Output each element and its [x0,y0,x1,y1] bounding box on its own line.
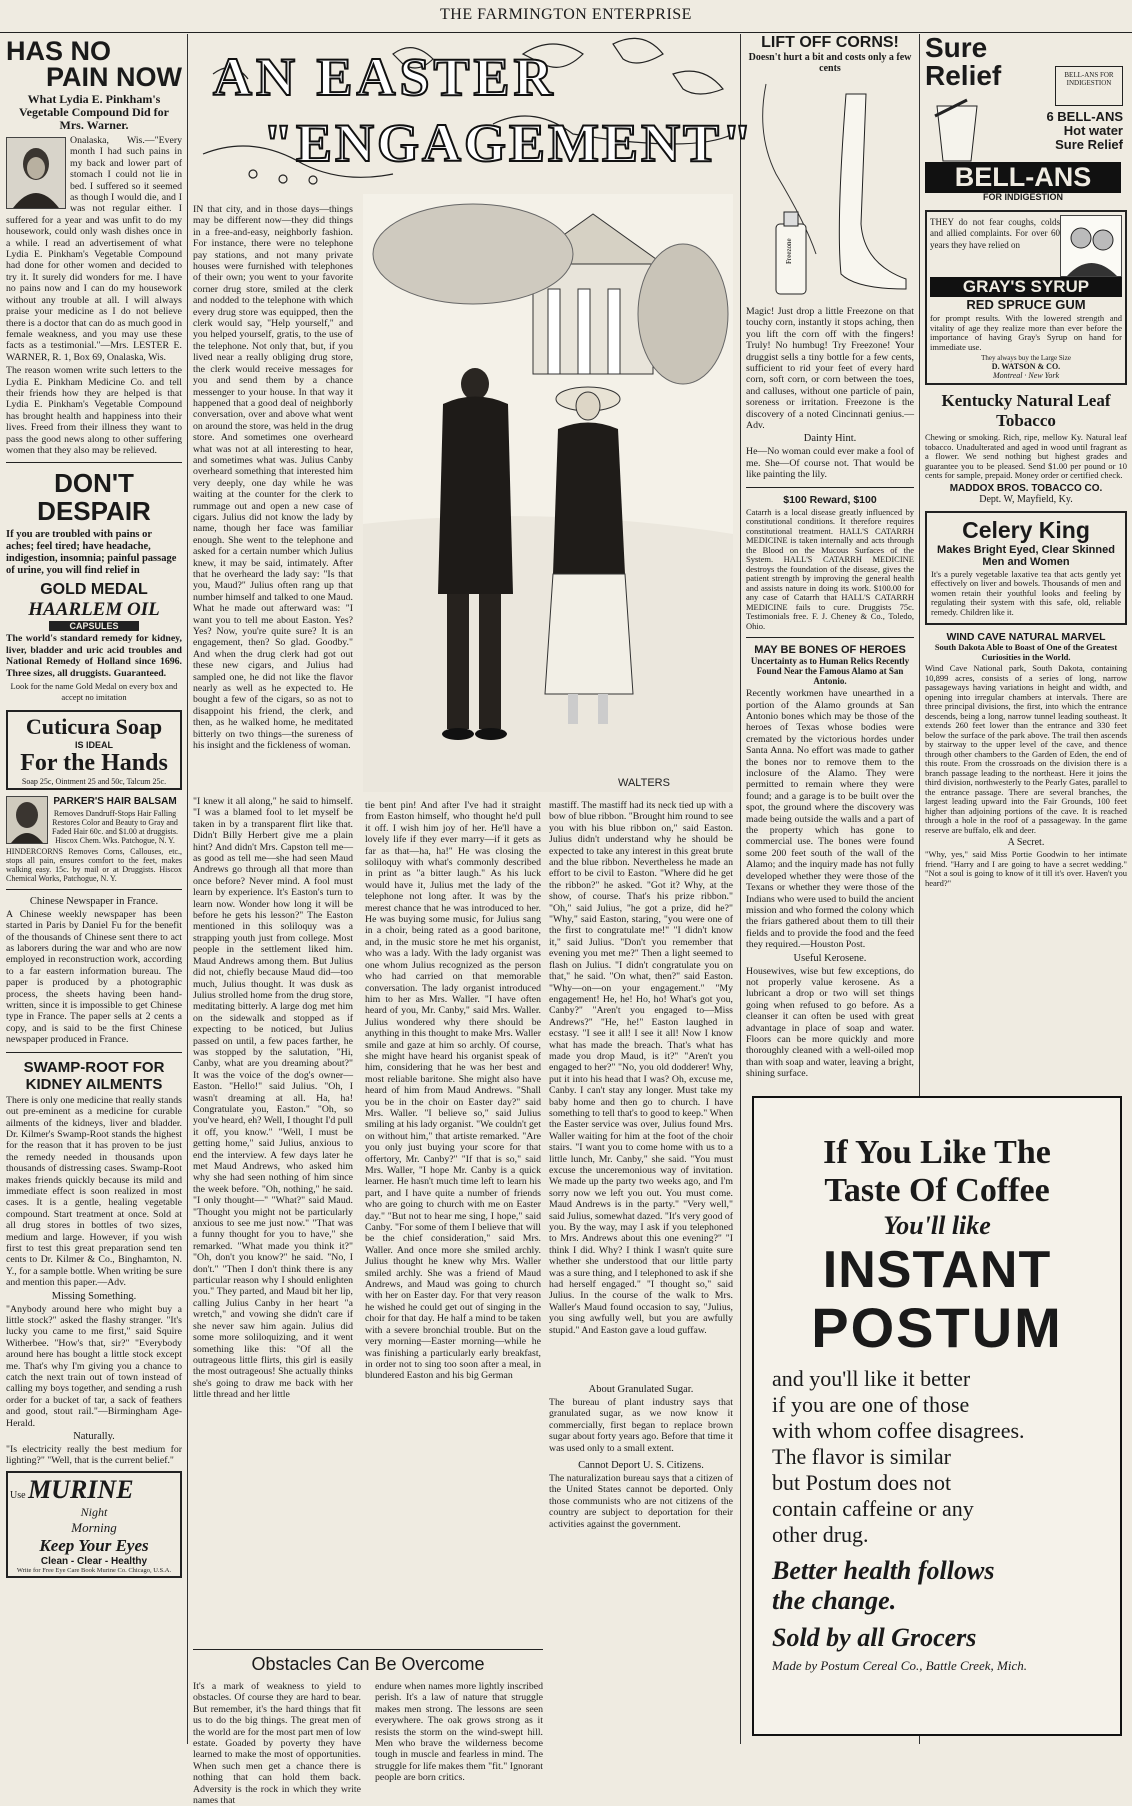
kerosene-article [746,953,914,1080]
postum-body-2: if you are one of those [772,1392,970,1417]
heroes-article [746,644,914,950]
bellans-package: BELL-ANS FOR INDIGESTION [1055,66,1123,106]
murine-line-3: Keep Your Eyes [39,1535,149,1555]
swamp-body: There is only one medicine that really stands out pre-eminent as a medicine for curable ailments of the kidneys, liver and bladder. Dr. Kilmer's Swamp-Root stands the highest for the reason that it has proven to be just the remedy needed in thousands upon thousands of distressing cases. Swamp-Root makes friends quickly because its mild and immediate effect is soon realized in most cases. It is a gentle, healing vegetable compound. Start treatment at once. Sold at all drug stores in bottles of two sizes, medium and large. However, if you wish first to test this great preparation send ten cents to Dr. Kilmer & Co., Binghamton, N. Y., for a sample bottle. When writing be sure and mention this paper.—Adv. [6,1094,182,1289]
woman-portrait [6,137,66,209]
granulated-title: About Granulated Sugar. [588,1384,694,1395]
swamp-root-ad [6,1059,182,1289]
granulated-body: The bureau of plant industry says that granulated sugar, as we now know it commercially, first began to replace brown sugar about forty years ago. Before that time it was used only to a small extent. [549,1397,733,1454]
story-text-d [549,800,733,1380]
murine-brand: MURINE [28,1474,134,1504]
obstacles-article [193,1649,543,1806]
heroes-title: MAY BE BONES OF HEROES [754,644,906,657]
pinkham-subhead: What Lydia E. Pinkham's Vegetable Compound Did for Mrs. Warner. [19,92,169,132]
grays-ad [925,210,1127,385]
obstacles-title: Obstacles Can Be Overcome [251,1654,485,1674]
bellans-line-1: 6 BELL-ANS [1046,109,1123,124]
naturally-body: "Is electricity really the best medium for lighting?" "Well, that is the current belief." [6,1444,182,1467]
murine-line-2: Morning [71,1519,117,1535]
postum-body-6: contain caffeine or any [772,1496,974,1521]
postum-body-4: The flavor is similar [772,1444,952,1469]
citizens-title: Cannot Deport U. S. Citizens. [578,1460,704,1472]
postum-body-7: other drug. [772,1522,869,1547]
wind-cave-article [925,631,1127,835]
haarlem-note: Look for the name Gold Medal on every box and accept no imitation [10,681,178,703]
elderly-couple-illustration [1060,215,1122,277]
grays-maker: D. WATSON & CO. [991,362,1061,371]
reward-title: $100 Reward, $100 [783,493,877,506]
postum-sold: Sold by all Grocers [772,1623,977,1652]
capsules-label: CAPSULES [49,621,139,631]
story-col-d: mastiff. The mastiff had its neck tied up with a bow of blue ribbon. "Brought him round to see you with his blue ribbon on," said Easton. Julius didn't understand why he should be expected to take any interest in this great brute and the blue ribbon. Nevertheless he made an effort to be civil to Easton. "Where did he get the ribbon?" he asked. "Got it? Why, at the show, of course. That's his prize ribbon." "Oh," said Julius, "he got a prize, did he?" "Why," said Easton, staring, "you were one of the first to congratulate me!" "I didn't know it," said Julius. "Don't you remember that evening you met me?" Then a light seemed to flash on Julius. "I didn't congratulate you on that," he said. "On what, then?" said Easton. "Why—on—on your engagement." "My engagement! He, he! Ho, ho! What's got you, Canby?" "Aren't you engaged to—Miss Andrews?" "He, he!" Easton laughed in ecstasy. "I see it all! I see it all! Now I know what has made the breach. That's what has made you drop Maud, is it?" "Aren't you engaged to her?" "No, you old dodderer! Why, put it into his head that I was? Oh, excuse me, Canby. I can't stay any longer. Must take my baby home and then go to church. I have something to tell that's to good to keep." When the Easter service was over, Julius found Mrs. Waller waiting for him at the foot of the choir stairs. "I want you to come home with us to a little lunch, Mr. Canby," she said. "You must excuse the unceremonious way of invitation. We made up the party two weeks ago, and I'm sorry now we left you out. You must come. Maud Andrews is in the party." "Very well," said Julius, somewhat dazed. "It's very good of you. By the way, may I ask if you telephoned to Mrs. Andrews about this one evening?" "I think I did. Why? I think I wasn't quite sure whether she understood that our little party was a sure thing, and I telephoned to ask if she had herself engaged." "I thought so," said Julius. In the course of the walk to Mrs. Waller's Maud found occasion to say, "Julius, you sing awfully well, but you are awfully stupid." And Easton gave a loud guffaw. [549,800,733,1336]
story-text-b [193,796,353,1636]
despair-body: If you are troubled with pains or aches; feel tired; have headache, indigestion, insomnia; painful passage of urine, you will find relief in [6,529,177,577]
story-col-b: "I knew it all along," he said to himself. "I was a blamed fool to let myself be taken in by a transparent flirt like that. Didn't Billy Herbert give me a plain hint? And didn't Mrs. Capston tell me—as good as tell me—she had seen Maud Andrews go through all that more than once before? Never mind. A fool must learn by experience. It's Easton's turn to learn now. Wonder how long it will be before he gets his lesson?" The Easton mentioned in this soliloquy was a strapping youth just from college. Most people in the settlement liked him. Maud Andrews among them. But Julius did not, chiefly because Maud did—too much, Julius thought. It was dusk as Julius strolled home from the drug store, meditating bitterly. A large dog met him on the sidewalk and stopped as if expecting to be noticed, but Julius passed on until, a few paces farther, he was stopped by the salutation, "Hi, Canby, what are you dreaming about?" It was the voice of the dog's owner—Easton. "Hello!" said Julius. "Oh, I wasn't dreaming at all. Ha, ha! Congratulate you, Easton." "Oh, so you've heard, eh? Well, I thought I'd pull it off, you know." "Well, I must be getting home," said Julius, anxious to end the interview. A few days later he met Maud Andrews, who asked him why she had seen nothing of him since the week before. "Oh, nothing," he said. "I only thought—" "What?" said Maud. "Thought you might not be particularly anxious to see me just now." "That was a funny thought for you to have," she remarked. "What made you think it?" "Oh, don't you know?" he said. "No, I don't." "Then I don't think there is any particular reason why I should enlighten you." They parted, and Maud bit her lip, calling Julius Canby in her heart "a wretch," and vowing she didn't care if she never saw him again. Julius did some more soliloquizing, and it went something like this: "Of all the outrageous little flirts, this girl is easily the most outrageous! She actually thinks she's going to draw me back with her little thread and her little [193,796,353,1401]
missing-title: Missing Something. [51,1290,137,1302]
bellans-title-1: Sure [925,32,988,63]
haarlem-oil-brand: HAARLEM OIL [28,599,160,621]
murine-use: Use [10,1489,26,1501]
story-illustration [363,194,733,792]
parker-ad [6,796,182,883]
postum-brand-1: INSTANT [822,1241,1052,1299]
grays-brand: GRAY'S SYRUP [930,277,1122,297]
story-col-a: IN that city, and in those days—things may be different now—they did things in a free-and-easy, neighborly fashion. For instance, there were no telephone pay stations, and not many private houses were furnished with telephones of their own; you went to your favorite corner drug store, smiled at the clerk and nodded to the telephone with which every drug store was equipped, then the clerk would say, "Help yourself," and you helped yourself, gratis, to the use of the telephone. Not only that, but, if you lived near a really obliging drug store, the clerk would receive messages for you and send them by a chance messenger to your house. In that way it happened that a good deal of neighborly conversation, over and above what went on around the store, was held in the drug store. And sometimes one overheard what was not at all interesting to hear, and sometimes what was. Julius Canby overheard something that interested him very deeply, one day while he was waiting at the counter for the clerk to rummage out and open a new case of cigars. Julius did not know the lady by name, though her face was familiar enough. She went to the telephone and asked for a certain number which Julius knew, it may be said, intimately. After that he overheard the lady say: "Is that you, Maud?" Julius often rang up that number himself and talked to one Maud. What he made out afterward was: "I want you to tell me about Easton. Yes? Yes? Now, you're quite sure? It is an engagement, then? So glad. Goodby." And when the drug clerk had got out these new cigars, and Julius had sampled one, he did not like the flavor nearly as well as he expected to. He bought a few of the cigars, so as not to disappoint his friend, the clerk, and then, as he walked home, he meditated bitterly on two things—the sureness of his insight and the fickleness of woman. [193,204,353,752]
grays-intro: THEY do not fear coughs, colds and allied complaints. For over 60 years they have relied on [930,217,1060,250]
secret-title: A Secret. [1007,837,1045,848]
granulated-article [549,1384,733,1532]
grays-body: for prompt results. With the lowered strength and vitality of age they realize more than ever before the importance of having Gray's Syrup on hand for immediate use. [930,313,1122,352]
chinese-body: A Chinese weekly newspaper has been started in Paris by Daniel Fu for the benefit of the thousands of Chinese sent there to act as laborers during the war and who are now employed in reconstruction work, according to a far eastern information bureau. The paper is produced by a photographic process, the sheets having been hand-written, since it is impossible to get Chinese type in France. The paper sells at 2 cents a copy, and is said to be the first Chinese newspaper produced in France. [6,908,182,1046]
windcave-sub: South Dakota Able to Boast of One of the Greatest Curiosities in the World. [934,642,1118,662]
foot-illustration [746,74,914,304]
column-rule [187,34,188,1744]
citizens-body: The naturalization bureau says that a citizen of the United States cannot be deported. Only those communists who are not citizens of the country are subject to deportation for their activities against the government. [549,1473,733,1530]
postum-line-1: If You Like The [823,1134,1051,1171]
celery-body: It's a purely vegetable laxative tea that acts gently yet effectively on liver and bowels. Thousands of men and women retain their youthful looks and feeling by regulating their system with this safe, old, reliable remedy. Children like it. [931,568,1121,617]
story-title-2: "ENGAGEMENT" [263,113,755,173]
cuticura-ideal: IS IDEAL [74,739,113,750]
secret-article [925,837,1127,888]
postum-body-5: but Postum does not [772,1470,952,1495]
murine-line-1: Night [80,1504,108,1519]
bellans-foot: FOR INDIGESTION [982,192,1063,202]
tobacco-body: Chewing or smoking. Rich, ripe, mellow Ky. Natural leaf tobacco. Unadulterated and aged in wood until fragrant as a flower. We send nothing but highest grades and guarantee you to be pleased. Send $1.00 per pound or 10 cents for sample, prepaid. Money order or certified check. [925,432,1127,480]
celery-title: Celery King [962,516,1090,543]
murine-ad [6,1471,182,1578]
corns-title: LIFT OFF CORNS! [761,34,899,51]
tobacco-addr: Dept. W, Mayfield, Ky. [979,493,1073,505]
kerosene-title: Useful Kerosene. [793,952,867,964]
secret-body: "Why, yes," said Miss Portie Goodwin to her intimate friend. "Harry and I are going to have a secret wedding." "Not a soul is going to know of it till it's over. Haven't you heard?" [925,849,1127,888]
tobacco-title-1: Kentucky Natural Leaf [941,391,1111,410]
naturally-article [6,1431,182,1467]
cuticura-prices: Soap 25c, Ointment 25 and 50c, Talcum 25c. [21,776,167,786]
tobacco-title-2: Tobacco [996,411,1056,430]
masthead [0,0,1132,33]
celery-sub: Makes Bright Eyed, Clear Skinned Men and Women [937,543,1115,568]
dainty-title: Dainty Hint. [803,433,857,445]
bellans-line-3: Sure Relief [1055,137,1123,152]
chinese-title: Chinese Newspaper in France. [29,895,159,907]
story-title-art [193,34,755,194]
story-text-c [365,800,541,1630]
parker-title: PARKER'S HAIR BALSAM [53,795,177,807]
murine-fine: Write for Free Eye Care Book Murine Co. Chicago, U.S.A. [16,1566,172,1574]
bellans-line-2: Hot water [1063,123,1123,138]
dainty-body: He—No woman could ever make a fool of me. She—Of course not. That would be like painting the lily. [746,446,914,481]
column-rule [740,34,741,1744]
tobacco-maker: MADDOX BROS. TOBACCO CO. [949,482,1103,494]
dainty-article [746,433,914,480]
grays-cities: Montreal · New York [992,371,1060,380]
story-text-a [193,204,353,752]
pinkham-headline-2: PAIN NOW [46,62,182,92]
swamp-headline-2: KIDNEY AILMENTS [25,1075,163,1093]
column-left [6,34,182,1744]
cuticura-tag: For the Hands [20,749,168,776]
missing-body: "Anybody around here who might buy a little stock?" asked the flashy stranger. "It's lucky you came to me first," said Squire Witherbee. "How's that, sir?" "Everybody around here has bought a little stock except me. That's why I'm giving you a chance to catch the next train out of town instead of calling my boys together, and sending a rush order for a bucket of tar, a sack of feathers and good, stout rail."—Birmingham Age-Herald. [6,1303,182,1429]
pinkham-body-2: The reason women write such letters to the Lydia E. Pinkham Medicine Co. and tell their friends how they are helped is that Lydia E. Pinkham's Vegetable Compound has brought health and happiness into their lives. Freed from their illness they want to pass the good news along to other suffering women that they also may be relieved. [6,365,182,456]
heroes-sub: Uncertainty as to Human Relics Recently Found Near the Famous Alamo at San Antonio. [750,656,910,687]
glass-icon [927,96,987,166]
kerosene-body: Housewives, wise but few exceptions, do not properly value kerosene. As a lubricant a drop or two will set things going when refused to go before. As a cleanser it can often be used with great advantage in place of soap and water. Floors can be more quickly and more thoroughly cleaned with a well-oiled mop than with soap and water, leaving a bright, shining surface. [746,965,914,1080]
cuticura-title: Cuticura Soap [25,713,163,739]
obstacles-col-a: It's a mark of weakness to yield to obstacles. Of course they are hard to bear. But remember, it's the hard things that fit us to do the big things. The great men of the world are for the most part men of low estate. Goaded by poverty they have learned to make the most of opportunities. When such men get a chance there is nothing that can hold them back. Adversity is the rock in which they write names that [193,1681,361,1806]
hindercorns-text: HINDERCORNS Removes Corns, Callouses, etc., stops all pain, ensures comfort to the feet, makes walking easy. 15c. by mail or at Druggists. Hiscox Chemical Works, Patchogue, N. Y. [6,846,182,883]
gold-medal-brand: GOLD MEDAL [40,581,148,599]
postum-tag-1: Better health follows [772,1556,995,1585]
story-section [193,34,755,1806]
tobacco-ad [925,391,1127,505]
heroes-body: Recently workmen have unearthed in a portion of the Alamo grounds at San Antonio bones which may be those of the heroes of Texas whose bodies were cremated by the victorious hordes under Santa Anna. No effort was made to gather the bones nor to remove them to the inclosure of the Alamo. They were permitted to remain where they were found; and a garage is to be built over the spot, the ground where the discovery was made being outside the walls and a part of the property which has gone to commercial use. The bones were found some 200 feet south of the wall of the Alamo; and the inquiry made has not fully developed whether they were those of the Texans or whether they were those of the Indians who were used to build the ancient mission and who formed the colony which the friars gathered about them to till their fields and to provide the food and the feed they required.—Houston Post. [746,688,914,951]
corns-body: Magic! Just drop a little Freezone on that touchy corn, instantly it stops aching, then you lift the corn off with the fingers! Truly! No humbug! Try Freezone! Your druggist sells a tiny bottle for a few cents, sufficient to rid your feet of every hard corn, soft corn, or corn between the toes, and calluses, without one particle of pain, soreness or irritation. Freezone is the discovery of a noted Cincinnati genius.—Adv. [746,306,914,432]
pinkham-headline-1: HAS NO [6,36,112,66]
windcave-body: Wind Cave National park, South Dakota, containing 10,899 acres, consists of a series of long, narrow passageways having variations in height and width, and opening into irregular chambers at intervals. There are three principal divisions, the first, into which the entrance descends, being a long, narrow tunnel leading southeast. It extends 260 feet lower than the entrance and 330 feet below the surface of the park above. The trail then ascends by stairway to the upper level of the cave, and thence through other chambers to the Garden of Eden, the end of this route. From the crossroads on the division there is a branch passage leading to the northeast. Here it joins the third division, northwesterly to the Pearly Gates, parallel to the entrance passage. There are several branches, the largest leading upward into the Fair Grounds, 100 feet higher than adjoining portions of the cave. It is reached through a hole in the roof of a passageway. In the game reserve are buffalo, elk and deer. [925,663,1127,835]
murine-line-4: Clean - Clear - Healthy [40,1555,148,1567]
postum-maker: Made by Postum Cereal Co., Battle Creek, Mich. [772,1658,1028,1673]
corns-ad [746,34,914,431]
haarlem-copy: The world's standard remedy for kidney, liver, bladder and uric acid troubles and National Remedy of Holland since 1696. Three sizes, all druggists. Guaranteed. [6,633,182,679]
bellans-title-2: Relief [925,60,1002,91]
swamp-headline-1: SWAMP-ROOT FOR [23,1058,165,1076]
grays-sub: RED SPRUCE GUM [966,297,1086,312]
grays-foot: They always buy the Large Size [981,354,1071,362]
corns-sub: Doesn't hurt a bit and costs only a few cents [748,52,912,74]
bellans-brand: BELL-ANS [925,162,1121,193]
masthead-title: THE FARMINGTON ENTERPRISE [440,6,692,23]
celery-king-ad [925,511,1127,626]
postum-ad [752,1096,1122,1736]
postum-body-1: and you'll like it better [772,1366,971,1391]
pinkham-body: Onalaska, Wis.—"Every month I had such pains in my back and lower part of stomach I could not lie in bed. I suffered so it seemed as though I would die, and I was not regular either. I suffered for a year and was unfit to do my housework, could only wash dishes once in a while. I read an advertisement of what Lydia E. Pinkham's Vegetable Compound had done for other women and decided to try it. It surely did wonders for me. I have no pains now and I can do my housework without any trouble at all. I will always praise your medicine as I do not believe there is a doctor that can do as much good in female weakness, and you may use these facts as a testimonial."—Mrs. LESTER E. WARNER, R. 1, Box 69, Onalaska, Wis. [6,135,182,363]
obstacles-col-b: endure when names more lightly inscribed perish. It's a law of nature that struggle makes men strong. The lessons are seen everywhere. The oak grows strong as it resists the storm on the wind-swept hill. Men who brave the wilderness become tough in muscle and fearless in mind. The struggle for life makes them "fit." Ignorant people are born critics. [375,1681,543,1784]
parker-portrait [6,796,48,844]
postum-line-2: Taste Of Coffee [824,1172,1050,1209]
postum-body-3: with whom coffee disagrees. [772,1418,1025,1443]
reward-ad [746,494,914,632]
freezone-bottle-label: Freezone [785,238,793,264]
story-col-c: tie bent pin! And after I've had it straight from Easton himself, who thought he'd pull it off. I wish him joy of her. He'll have a lovely life if they ever marry—if it gets as far as that—ha, ha!" He was closing the soliloquy with what's commonly described in print as "a bitter laugh." As his luck would have it, Julius met the lady of the telephone not long after. It was by the merest chance that he was introduced to her. He was buying some music, for Julius sang in a choir, being rated as a good baritone, and, in the music store he met his organist, who was a lady. With the lady organist was one whom Julius recognized as the person who had carried on that memorable conversation. The lady organist introduced him to her as Mrs. Waller. "I have often heard of you, Mr. Canby," said Mrs. Waller. Julius wondered why there should be anything in this thought to make Mrs. Waller smile and gaze at him so archly. Of course, she might have heard his organist speak of him, considering that he was her best and most reliable baritone. She might also have heard of him from Maud Andrews. "Shall you be in the choir on Easter day?" said Mrs. Waller. "I believe so," said Julius smiling at his lady organist. "We couldn't get on without him," that artiste remarked. "Are you only just buying your score for that offertory, Mr. Canby?" "If that is so," said Mrs. Waller, "I hope Mr. Canby is a quick learner. He hasn't much time left to learn his part, and I have quite a number of friends who are going to church with me on Easter day." "But not to hear me sing, I hope," said Canby. "For some of them I believe that will be the chief consideration," said Mrs. Waller. And once more she smiled archly. Julius thought he knew why Mrs. Waller smiled archly. She was a friend of Maud Andrews, and Maud was going to church with her on Easter day. For that very reason he wished he could get out of singing in the choir for that day. He half a mind to be taken with a severe bronchial trouble. But on the very morning—Easter morning—while he was finishing a particularly early breakfast, in order not to sing too soon after a meal, in blundered Easton and his big German [365,800,541,1382]
missing-article [6,1291,182,1429]
bellans-ad [925,34,1127,204]
chinese-article [6,896,182,1046]
postum-tag-2: the change. [772,1586,897,1615]
illustration-signature: WALTERS [618,777,670,789]
postum-line-3: You'll like [883,1211,991,1240]
postum-brand-2: POSTUM [811,1296,1063,1359]
despair-headline-2: DESPAIR [37,496,151,527]
parker-body: Removes Dandruff-Stops Hair Falling Restores Color and Beauty to Gray and Faded Hair 60c. and $1.00 at druggists. Hiscox Chem. Wks. Patchogue, N. Y. [52,808,178,845]
story-title-1: AN EASTER [213,47,557,107]
pinkham-ad [6,38,182,456]
windcave-title: WIND CAVE NATURAL MARVEL [946,631,1106,643]
cuticura-ad [6,710,182,790]
reward-body: Catarrh is a local disease greatly influenced by constitutional conditions. It therefore requires constitutional treatment. HALL'S CATARRH MEDICINE is taken internally and acts through the Blood on the Mucous Surfaces of the System. HALL'S CATARRH MEDICINE destroys the foundation of the disease, gives the patient strength by improving the general health and assists nature in doing its work. $100.00 for any case of Catarrh that HALL'S CATARRH MEDICINE fails to cure. Druggists 75c. Testimonials free. F. J. Cheney & Co., Toledo, Ohio. [746,506,914,631]
despair-headline-1: DON'T [54,468,134,499]
despair-ad [6,469,182,703]
naturally-title: Naturally. [73,1431,115,1443]
